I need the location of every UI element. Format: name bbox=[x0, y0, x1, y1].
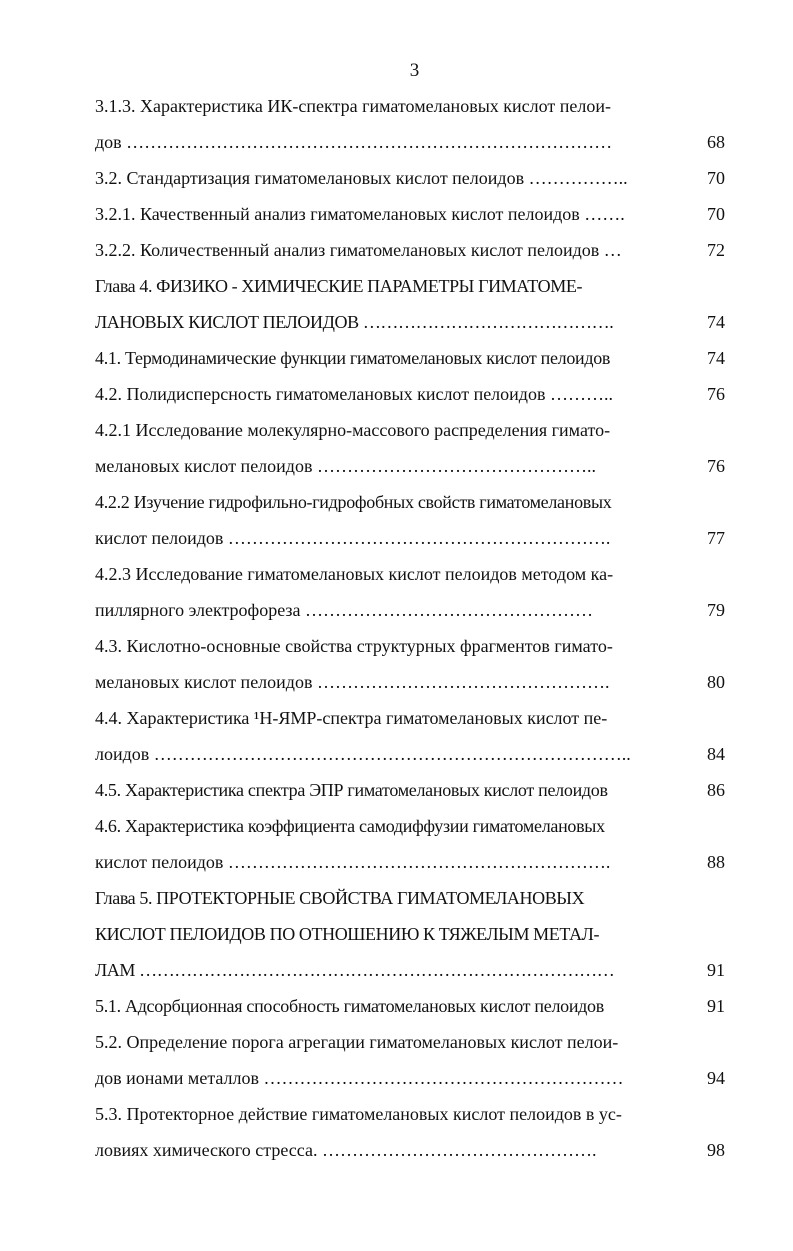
toc-entry-text: 4.4. Характеристика ¹Н-ЯМР-спектра гиматомелановых кислот пе- bbox=[95, 708, 608, 728]
toc-entry-text: дов ……………………………………………………………………… bbox=[95, 132, 613, 152]
toc-line bbox=[95, 340, 735, 376]
toc-page-number: 72 bbox=[707, 240, 725, 260]
toc-page-number: 77 bbox=[707, 528, 725, 548]
toc-entry-text: ловиях химического стресса. ………………………………………. bbox=[95, 1140, 597, 1160]
toc-entry-text: 4.6. Характеристика коэффициента самодиффузии гиматомелановых bbox=[95, 816, 605, 836]
toc-entry-text: лоидов …………………………………………………………………….. bbox=[95, 744, 631, 764]
toc-line bbox=[95, 376, 735, 412]
toc-entry-text: 5.1. Адсорбционная способность гиматомелановых кислот пелоидов bbox=[95, 996, 604, 1016]
toc-line bbox=[95, 268, 735, 304]
toc-page-number: 74 bbox=[707, 348, 725, 368]
toc-line bbox=[95, 988, 735, 1024]
toc-line bbox=[95, 1132, 735, 1168]
toc-line bbox=[95, 880, 735, 916]
toc-line bbox=[95, 1024, 735, 1060]
toc-line bbox=[95, 592, 735, 628]
toc-entry-text: 4.3. Кислотно-основные свойства структурных фрагментов гимато- bbox=[95, 636, 613, 656]
toc-entry-text: 4.2.3 Исследование гиматомелановых кислот пелоидов методом ка- bbox=[95, 564, 614, 584]
toc-page-number: 91 bbox=[707, 960, 725, 980]
toc-line bbox=[95, 304, 735, 340]
toc-line bbox=[95, 196, 735, 232]
toc-page-number: 74 bbox=[707, 312, 725, 332]
toc-page-number: 70 bbox=[707, 168, 725, 188]
toc-page-number: 88 bbox=[707, 852, 725, 872]
table-of-contents bbox=[95, 88, 735, 1168]
toc-chapter-text: Глава 4. ФИЗИКО - ХИМИЧЕСКИЕ ПАРАМЕТРЫ ГИМАТОМЕ- bbox=[95, 276, 583, 296]
toc-entry-text: 3.2.1. Качественный анализ гиматомелановых кислот пелоидов ……. bbox=[95, 204, 625, 224]
toc-page-number: 76 bbox=[707, 456, 725, 476]
toc-entry-text: 4.5. Характеристика спектра ЭПР гиматомелановых кислот пелоидов bbox=[95, 780, 608, 800]
toc-line bbox=[95, 1060, 735, 1096]
toc-line bbox=[95, 556, 735, 592]
toc-page-number: 70 bbox=[707, 204, 725, 224]
toc-entry-text: мелановых кислот пелоидов ……………………………………….. bbox=[95, 456, 596, 476]
toc-line bbox=[95, 412, 735, 448]
toc-entry-text: мелановых кислот пелоидов …………………………………………. bbox=[95, 672, 610, 692]
toc-line bbox=[95, 448, 735, 484]
toc-entry-text: кислот пелоидов ………………………………………………………. bbox=[95, 528, 611, 548]
toc-page-number: 84 bbox=[707, 744, 725, 764]
toc-line bbox=[95, 952, 735, 988]
toc-line bbox=[95, 520, 735, 556]
toc-chapter-text: ЛАМ ……………………………………………………………………… bbox=[95, 960, 615, 980]
toc-chapter-text: Глава 5. ПРОТЕКТОРНЫЕ СВОЙСТВА ГИМАТОМЕЛАНОВЫХ bbox=[95, 888, 585, 908]
toc-line bbox=[95, 736, 735, 772]
toc-entry-text: 3.2. Стандартизация гиматомелановых кислот пелоидов …………….. bbox=[95, 168, 628, 188]
toc-line bbox=[95, 808, 735, 844]
toc-entry-text: дов ионами металлов …………………………………………………… bbox=[95, 1068, 624, 1088]
toc-entry-text: 4.1. Термодинамические функции гиматомелановых кислот пелоидов bbox=[95, 348, 611, 368]
toc-entry-text: 4.2. Полидисперсность гиматомелановых кислот пелоидов ……….. bbox=[95, 384, 613, 404]
toc-page-number: 86 bbox=[707, 780, 725, 800]
toc-line bbox=[95, 664, 735, 700]
toc-entry-text: 3.2.2. Количественный анализ гиматомелановых кислот пелоидов … bbox=[95, 240, 622, 260]
toc-chapter-text: ЛАНОВЫХ КИСЛОТ ПЕЛОИДОВ ……………………………………. bbox=[95, 312, 614, 332]
toc-line bbox=[95, 88, 735, 124]
toc-line bbox=[95, 484, 735, 520]
toc-line bbox=[95, 628, 735, 664]
toc-page-number: 79 bbox=[707, 600, 725, 620]
toc-page-number: 80 bbox=[707, 672, 725, 692]
toc-entry-text: 4.2.2 Изучение гидрофильно-гидрофобных свойств гиматомелановых bbox=[95, 492, 612, 512]
toc-entry-text: 5.3. Протекторное действие гиматомелановых кислот пелоидов в ус- bbox=[95, 1104, 622, 1124]
toc-entry-text: 3.1.3. Характеристика ИК-спектра гиматомелановых кислот пелои- bbox=[95, 96, 611, 116]
toc-page-number: 98 bbox=[707, 1140, 725, 1160]
toc-line bbox=[95, 916, 735, 952]
toc-entry-text: 4.2.1 Исследование молекулярно-массового распределения гимато- bbox=[95, 420, 611, 440]
toc-page-number: 94 bbox=[707, 1068, 725, 1088]
toc-page-number: 91 bbox=[707, 996, 725, 1016]
toc-page-number: 76 bbox=[707, 384, 725, 404]
toc-line bbox=[95, 844, 735, 880]
toc-entry-text: пиллярного электрофореза ………………………………………… bbox=[95, 600, 594, 620]
toc-chapter-text: КИСЛОТ ПЕЛОИДОВ ПО ОТНОШЕНИЮ К ТЯЖЕЛЫМ МЕТАЛ- bbox=[95, 924, 600, 944]
page-number: 3 bbox=[409, 60, 420, 81]
toc-page-number: 68 bbox=[707, 132, 725, 152]
toc-entry-text: кислот пелоидов ………………………………………………………. bbox=[95, 852, 611, 872]
toc-line bbox=[95, 124, 735, 160]
toc-line bbox=[95, 160, 735, 196]
toc-line bbox=[95, 700, 735, 736]
toc-line bbox=[95, 232, 735, 268]
toc-line bbox=[95, 772, 735, 808]
toc-line bbox=[95, 1096, 735, 1132]
toc-entry-text: 5.2. Определение порога агрегации гиматомелановых кислот пелои- bbox=[95, 1032, 619, 1052]
